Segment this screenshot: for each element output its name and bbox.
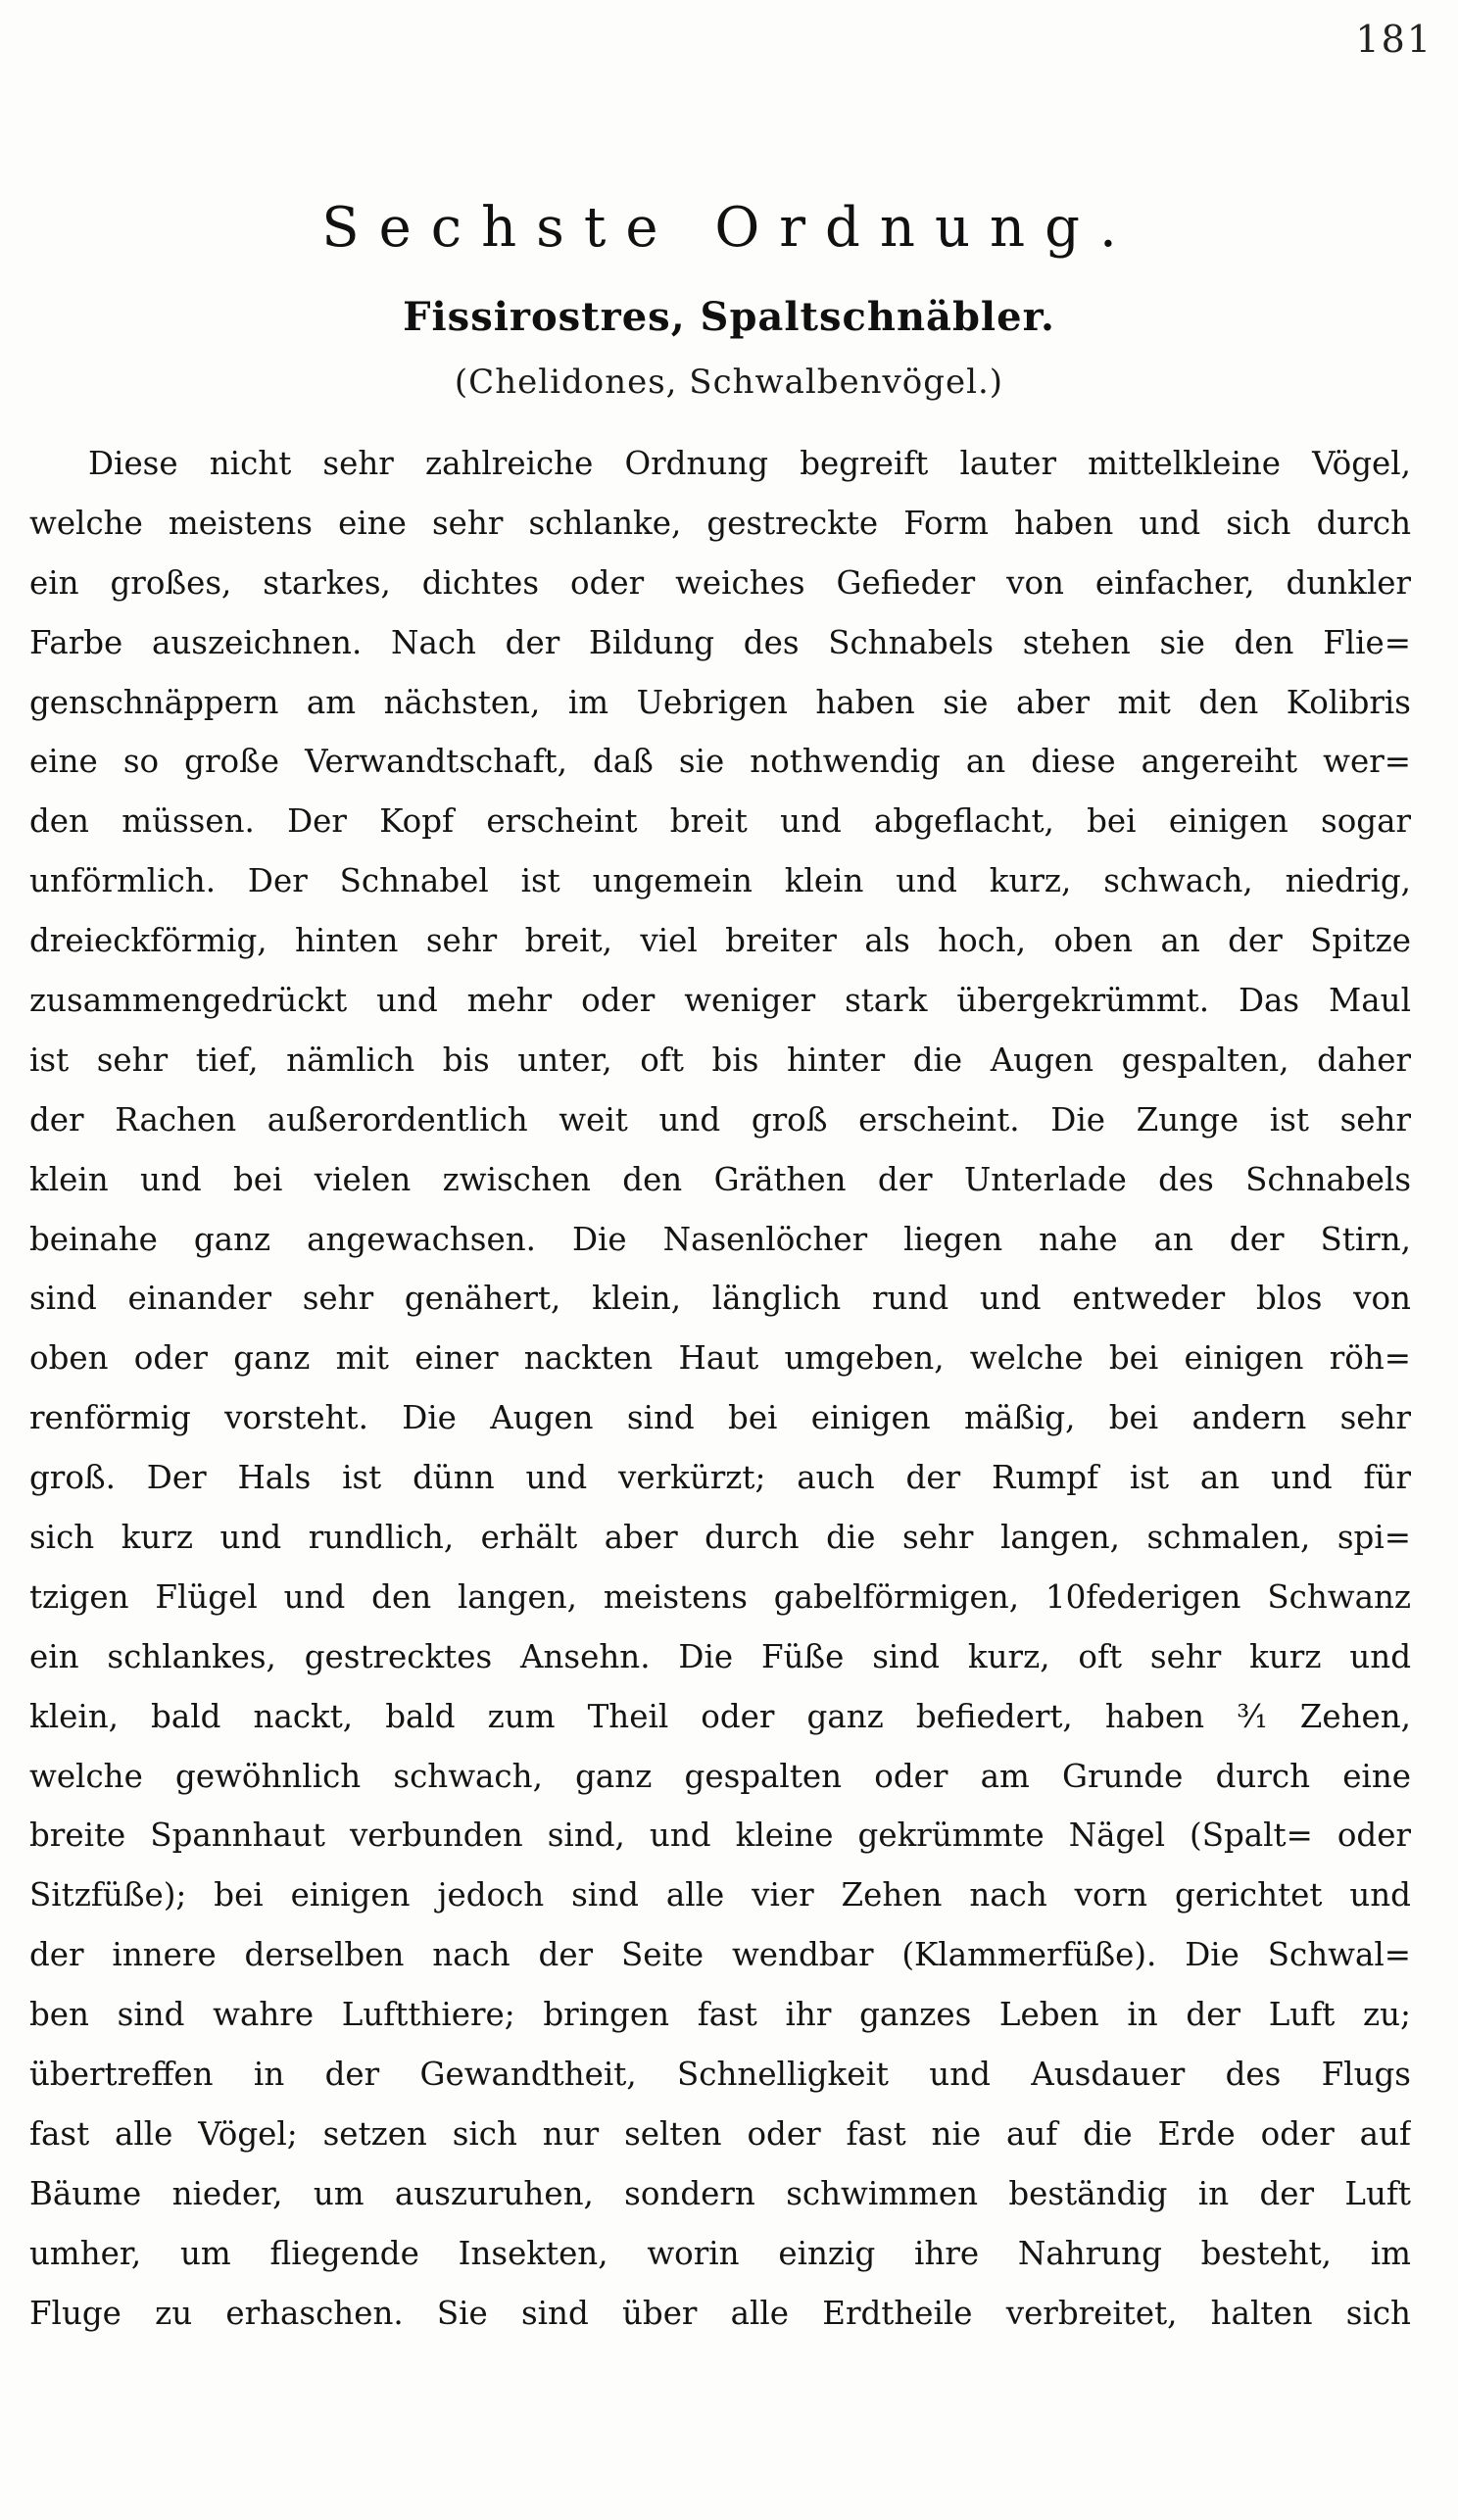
text-line: den müssen. Der Kopf erscheint breit und abgeflacht, bei einigen sogar [29,802,1411,841]
text-line: Farbe auszeichnen. Nach der Bildung des Schnabels stehen sie den Flie= [29,623,1411,661]
text-line: Diese nicht sehr zahlreiche Ordnung begreift lauter mittelkleine Vögel, [88,445,1411,482]
text-line: sich kurz und rundlich, erhält aber durch die sehr langen, schmalen, spi= [29,1519,1411,1557]
text-line: beinahe ganz angewachsen. Die Nasenlöcher liegen nahe an der Stirn, [29,1220,1411,1258]
text-line: umher, um fliegende Insekten, worin einzig ihre Nahrung besteht, im [29,2234,1411,2272]
text-line: oben oder ganz mit einer nackten Haut umgeben, welche bei einigen röh= [29,1339,1411,1378]
text-line: breite Spannhaut verbunden sind, und kleine gekrümmte Nägel (Spalt= oder [29,1817,1411,1855]
text-line: klein, bald nackt, bald zum Theil oder ganz befiedert, haben ³⁄₁ Zehen, [29,1697,1411,1735]
text-line: übertreffen in der Gewandtheit, Schnelligkeit und Ausdauer des Flugs [29,2056,1411,2094]
page-number: 181 [1355,18,1433,61]
text-line: ein schlankes, gestrecktes Ansehn. Die Füße sind kurz, oft sehr kurz und [29,1637,1411,1675]
latin-title: Fissirostres, Spaltschnäbler. [403,294,1055,340]
text-line: Fluge zu erhaschen. Sie sind über alle Erdtheile verbreitet, halten sich [29,2294,1411,2332]
text-line: welche gewöhnlich schwach, ganz gespalten oder am Grunde durch eine [29,1757,1411,1795]
text-line: Sitzfüße); bei einigen jedoch sind alle vier Zehen nach vorn gerichtet und [29,1876,1411,1914]
text-line: renförmig vorsteht. Die Augen sind bei einigen mäßig, bei andern sehr [29,1399,1411,1437]
text-line: Bäume nieder, um auszuruhen, sondern schwimmen beständig in der Luft [29,2174,1411,2212]
text-line: ist sehr tief, nämlich bis unter, oft bis hinter die Augen gespalten, daher [29,1041,1411,1079]
text-line: sind einander sehr genähert, klein, länglich rund und entweder blos von [29,1280,1411,1318]
text-line: genschnäppern am nächsten, im Uebrigen haben sie aber mit den Kolibris [29,683,1411,721]
text-line: fast alle Vögel; setzen sich nur selten oder fast nie auf die Erde oder auf [29,2114,1411,2153]
text-line: tzigen Flügel und den langen, meistens gabelförmigen, 10federigen Schwanz [29,1577,1411,1616]
text-line: zusammengedrückt und mehr oder weniger stark übergekrümmt. Das Maul [29,982,1411,1020]
synonym-subtitle: (Chelidones, Schwalbenvögel.) [454,363,1004,402]
text-line: ein großes, starkes, dichtes oder weiches Gefieder von einfacher, dunkler [29,563,1411,602]
text-line: eine so große Verwandtschaft, daß sie nothwendig an diese angereiht wer= [29,743,1411,781]
text-line: der Rachen außerordentlich weit und groß erscheint. Die Zunge ist sehr [29,1100,1411,1139]
text-line: groß. Der Hals ist dünn und verkürzt; auch der Rumpf ist an und für [29,1459,1411,1497]
text-line: dreieckförmig, hinten sehr breit, viel breiter als hoch, oben an der Spitze [29,922,1411,960]
text-line: der innere derselben nach der Seite wendbar (Klammerfüße). Die Schwal= [29,1936,1411,1974]
text-line: unförmlich. Der Schnabel ist ungemein klein und kurz, schwach, niedrig, [29,862,1411,900]
body-paragraph [29,434,1411,2344]
order-heading: Sechste Ordnung. [321,196,1137,260]
text-line: welche meistens eine sehr schlanke, gestreckte Form haben und sich durch [29,504,1411,542]
text-line: klein und bei vielen zwischen den Gräthen der Unterlade des Schnabels [29,1160,1411,1198]
text-line: ben sind wahre Luftthiere; bringen fast ihr ganzes Leben in der Luft zu; [29,1996,1411,2034]
